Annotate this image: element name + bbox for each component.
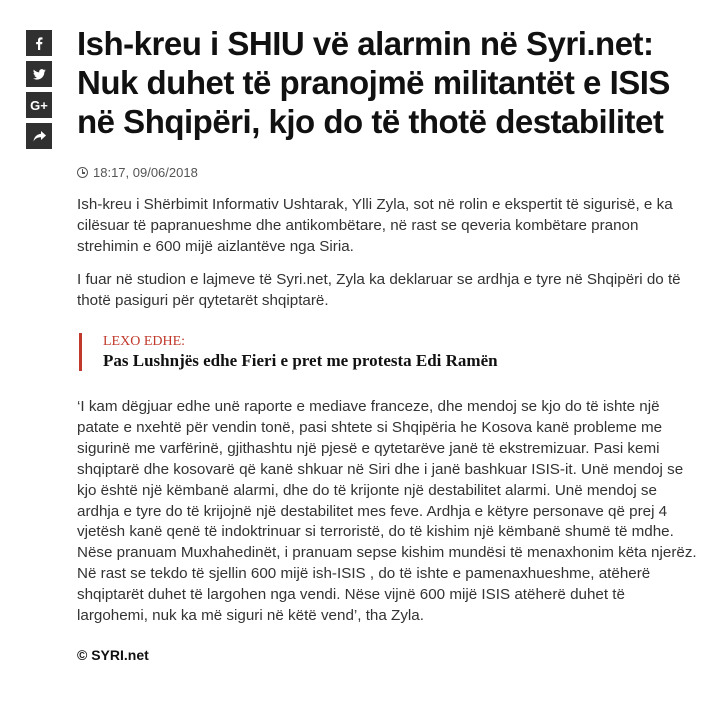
facebook-icon (35, 37, 43, 50)
googleplus-share-button[interactable] (26, 92, 52, 118)
share-arrow-icon (33, 131, 46, 142)
article-paragraph: I fuar në studion e lajmeve të Syri.net, Zyla ka deklaruar se ardhja e tyre në Shqipëri do të thotë pasiguri për qytetarët shqiptarë. (77, 271, 681, 309)
clock-icon (77, 167, 88, 178)
article-title: Ish-kreu i SHIU vë alarmin në Syri.net: Nuk duhet të pranojmë militantët e ISIS në Shqipëri, kjo do të thotë destabilitet (77, 25, 670, 140)
share-bar (26, 30, 52, 154)
read-also-link[interactable]: Pas Lushnjës edhe Fieri e pret me protesta Edi Ramën (103, 351, 498, 370)
article-paragraph: Ish-kreu i Shërbimit Informativ Ushtarak, Ylli Zyla, sot në rolin e ekspertit të sigurisë, e ka cilësuar të papranueshme dhe antikombëtare, në rast se qeveria kombëtare pranon strehimin e 600 mijë aizlantëve nga Siria. (77, 196, 673, 255)
twitter-share-button[interactable] (26, 61, 52, 87)
article-meta (77, 165, 697, 180)
article-quote: ‘I kam dëgjuar edhe unë raporte e mediave franceze, dhe mendoj se kjo do të ishte një patate e nxehtë për vendin tonë, pasi shtete si Shqipëria he Kosova kanë probleme me sigurinë me varfërinë, gjithashtu një pjesë e qytetarëve janë të ekstremizuar. Pasi kemi shqiptarë dhe kosovarë që kanë shkuar në Siri dhe i janë bashkuar ISIS-it. Unë mendoj se kjo është një këmbanë alarmi, dhe do të krijonte një destabilitet alarmi. Unë mendoj se ardhja e tyre do të krijojnë një destabilitet mes feve. Ardhja e këtyre personave që prej 4 vjetësh kanë qenë të indoktrinuar si terroristë, do të kishim një këmbanë shumë të mdhe. Nëse pranuam Muxhahedinët, i pranuam sepse kishim mundësi të menaxhonim këta njerëz. Në rast se tekdo të sjellin 600 mijë ish-ISIS , do të ishte e pamenaxhueshme, atëherë shqiptarët duhet të largohen nga vendi. Nëse vijnë 600 mijë ISIS atëherë duhet të largohemi, nuk ka më siguri në këtë vend’, tha Zyla. (77, 398, 697, 625)
article (77, 24, 697, 663)
read-also-box (79, 333, 697, 371)
twitter-icon (33, 69, 46, 80)
copyright: © SYRI.net (77, 646, 149, 663)
share-button[interactable] (26, 123, 52, 149)
facebook-share-button[interactable] (26, 30, 52, 56)
googleplus-label: G+ (30, 97, 48, 113)
article-timestamp: 18:17, 09/06/2018 (93, 165, 198, 180)
read-also-label: LEXO EDHE: (103, 334, 186, 349)
